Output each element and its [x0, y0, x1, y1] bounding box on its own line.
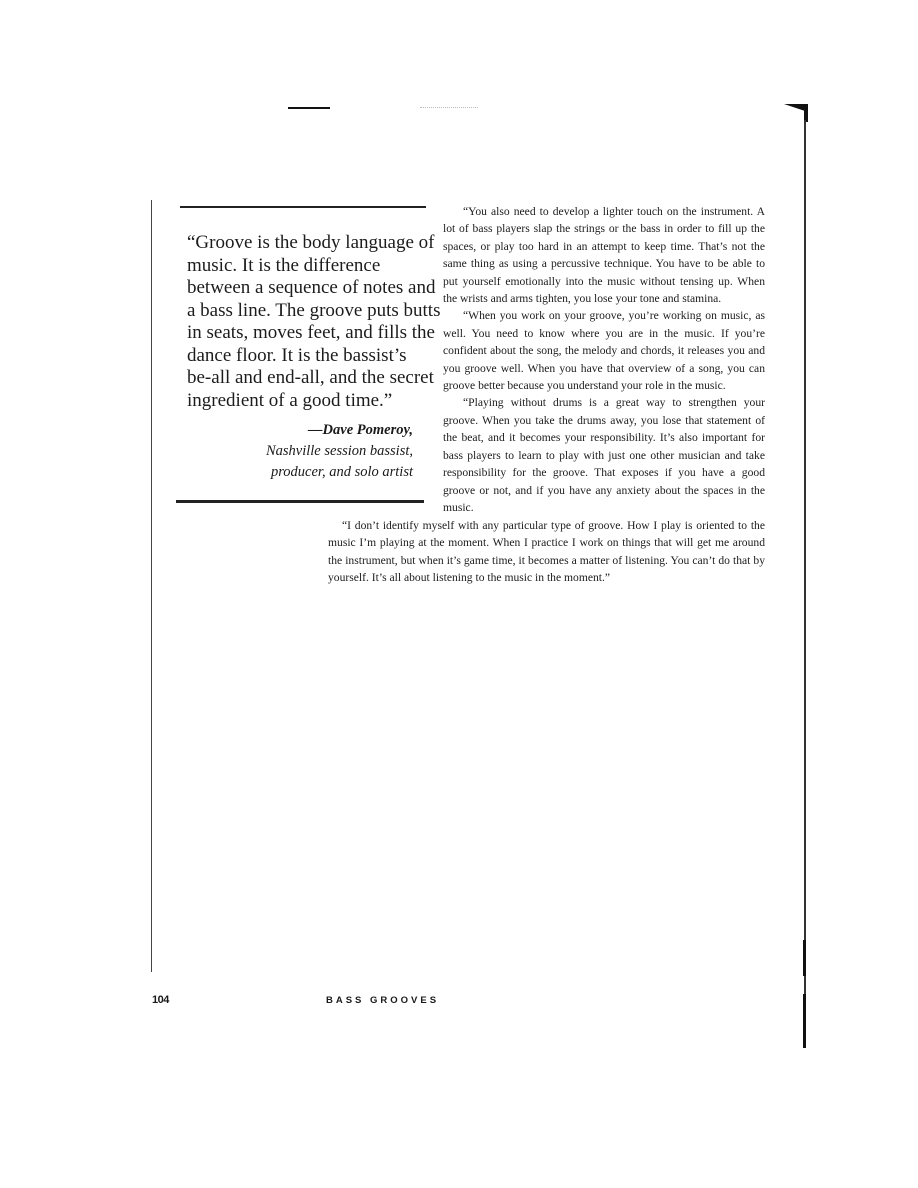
pull-quote-top-rule [180, 206, 426, 208]
scan-left-edge-line [151, 200, 152, 972]
scan-right-edge-mark [803, 940, 806, 976]
pull-quote-line: between a sequence of notes and [187, 277, 436, 298]
body-paragraph: “You also need to develop a lighter touch on the instrument. A lot of bass players slap the strings or the bass in order to fill up the spaces, or play too hard in an attempt to keep time. That’s not the same thing as using a percussive technique. You have to be able to put yourself emotionally into the music without tensing up. When the wrists and arms tighten, you lose your tone and stamina. [443, 205, 765, 306]
scan-mark-top-dots [420, 107, 478, 108]
pull-quote [187, 232, 441, 412]
pull-quote-line: “Groove is the body language of [187, 232, 435, 253]
pull-quote-line: be-all and end-all, and the secret [187, 367, 434, 388]
body-closing-paragraph: “I don’t identify myself with any particular type of groove. How I play is oriented to the music I’m playing at the moment. When I practice I work on things that will get me around the instrument, but when it’s game time, it becomes a matter of listening. You can’t do that by yourself. It’s all about listening to the music in the moment.” [328, 519, 765, 585]
pull-quote-line: in seats, moves feet, and fills the [187, 322, 435, 343]
pull-quote-bottom-rule [176, 500, 424, 503]
pull-quote-line: ingredient of a good time.” [187, 389, 393, 411]
body-paragraph: “Playing without drums is a great way to strengthen your groove. When you take the drums away, you lose that statement of the beat, and it becomes your responsibility. It’s also important for bass players to learn to play with just one other musician and take responsibility for the groove. That exposes if you have a good groove or not, and if you have any anxiety about the spaces in the music. [443, 396, 765, 514]
pull-quote-line: dance floor. It is the bassist’s [187, 344, 407, 366]
attribution-role: Nashville session bassist, [265, 443, 413, 459]
pull-quote-attribution [200, 420, 413, 483]
body-text-column [443, 203, 765, 516]
attribution-role: producer, and solo artist [270, 464, 413, 480]
page-number: 104 [152, 994, 169, 1006]
running-head: BASS GROOVES [326, 995, 440, 1006]
scan-mark-top-dash [288, 107, 330, 109]
scan-right-edge-mark [803, 994, 806, 1048]
scan-right-edge-line [804, 120, 806, 1048]
pull-quote-line: music. It is the difference [187, 254, 381, 276]
attribution-name: —Dave Pomeroy, [308, 422, 413, 438]
body-paragraph: “When you work on your groove, you’re working on music, as well. You need to know where you are in the music. If you’re confident about the song, the melody and chords, it releases you and you groove well. When you have that overview of a song, you can groove better because you understand your role in the music. [443, 309, 765, 393]
pull-quote-line: a bass line. The groove puts butts [187, 299, 441, 321]
